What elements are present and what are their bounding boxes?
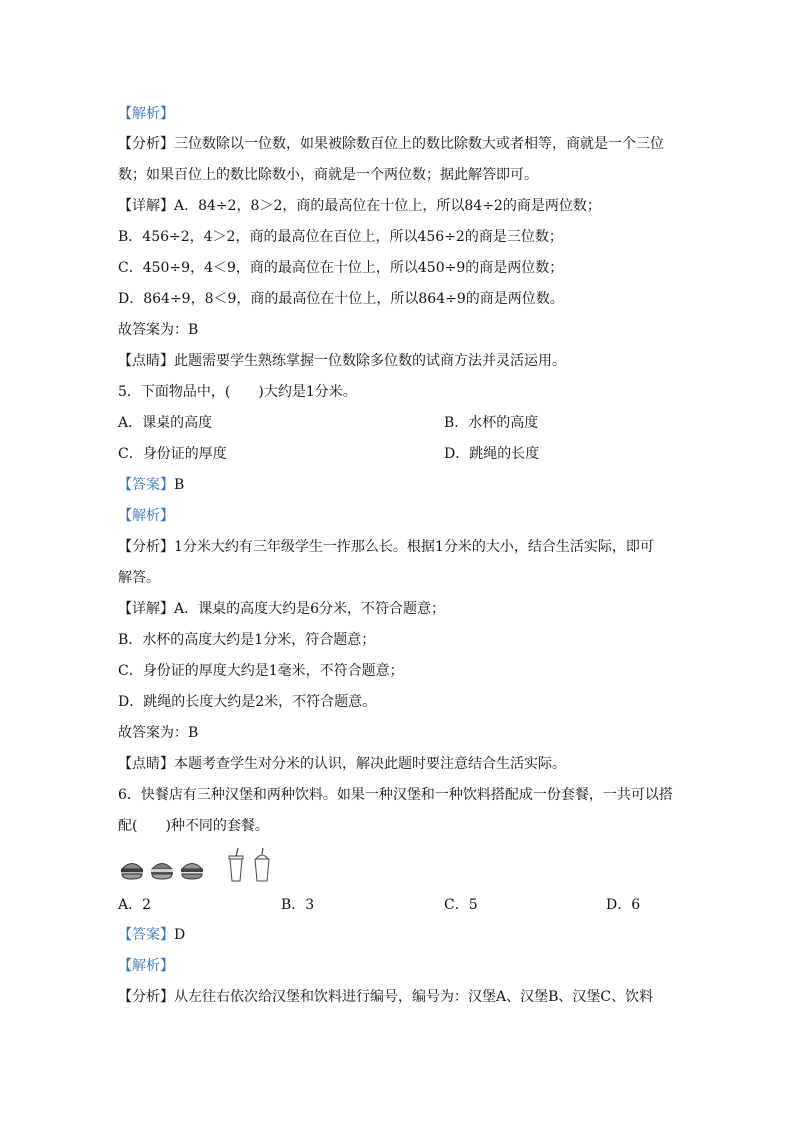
hamburger-icon: [180, 860, 204, 880]
hamburger-icon: [120, 860, 144, 880]
drink-cup-icon: [252, 848, 272, 882]
hamburger-icon: [150, 860, 174, 880]
q6-option-a: A．2: [118, 897, 152, 913]
analysis-header: 【解析】: [118, 508, 174, 524]
detail-line: D．864÷9，8＜9，商的最高位在十位上，所以864÷9的商是两位数。: [118, 291, 564, 307]
comment-line: 【点睛】本题考查学生对分米的认识，解决此题时要注意结合生活实际。: [118, 756, 566, 772]
analysis-line: 【分析】三位数除以一位数，如果被除数百位上的数比除数大或者相等，商就是一个三位: [118, 136, 664, 152]
detail-line: 【详解】A．84÷2，8＞2，商的最高位在十位上，所以84÷2的商是两位数；: [118, 198, 601, 214]
analysis-line: 【分析】从左往右依次给汉堡和饮料进行编号，编号为：汉堡A、汉堡B、汉堡C、饮料: [118, 989, 654, 1005]
question-6-cont: 配( )种不同的套餐。: [118, 818, 269, 834]
detail-line: 【详解】A．课桌的高度大约是6分米，不符合题意；: [118, 601, 446, 617]
q5-option-b: B．水杯的高度: [444, 415, 539, 431]
analysis-header: 【解析】: [118, 106, 174, 122]
q5-option-c: C．身份证的厚度: [118, 446, 227, 462]
q5-option-d: D．跳绳的长度: [444, 446, 540, 462]
detail-line: B．水杯的高度大约是1分米，符合题意；: [118, 632, 376, 648]
q6-illustration: [118, 848, 288, 884]
detail-line: B．456÷2，4＞2，商的最高位在百位上，所以456÷2的商是三位数；: [118, 229, 563, 245]
q6-option-b: B．3: [281, 897, 315, 913]
analysis-header: 【解析】: [118, 958, 174, 974]
analysis-line: 数；如果百位上的数比除数小，商就是一个两位数；据此解答即可。: [118, 167, 538, 183]
analysis-line: 解答。: [118, 570, 160, 586]
answer-conclusion: 故答案为：B: [118, 322, 199, 338]
question-5: 5．下面物品中，( )大约是1分米。: [118, 384, 357, 400]
analysis-line: 【分析】1分米大约有三年级学生一拃那么长。根据1分米的大小，结合生活实际，即可: [118, 539, 654, 555]
answer-conclusion: 故答案为：B: [118, 725, 199, 741]
drink-cup-icon: [226, 848, 246, 882]
detail-line: D．跳绳的长度大约是2米，不符合题意。: [118, 694, 377, 710]
q5-option-a: A．课桌的高度: [118, 415, 213, 431]
answer-line: 【答案】D: [118, 927, 186, 943]
answer-line: 【答案】B: [118, 477, 185, 493]
q6-option-c: C．5: [444, 897, 478, 913]
detail-line: C．身份证的厚度大约是1毫米，不符合题意；: [118, 663, 404, 679]
q6-option-d: D．6: [606, 897, 641, 913]
detail-line: C．450÷9，4＜9，商的最高位在十位上，所以450÷9的商是两位数；: [118, 260, 564, 276]
comment-line: 【点睛】此题需要学生熟练掌握一位数除多位数的试商方法并灵活运用。: [118, 353, 566, 369]
question-6: 6．快餐店有三种汉堡和两种饮料。如果一种汉堡和一种饮料搭配成一份套餐，一共可以搭: [118, 787, 673, 803]
